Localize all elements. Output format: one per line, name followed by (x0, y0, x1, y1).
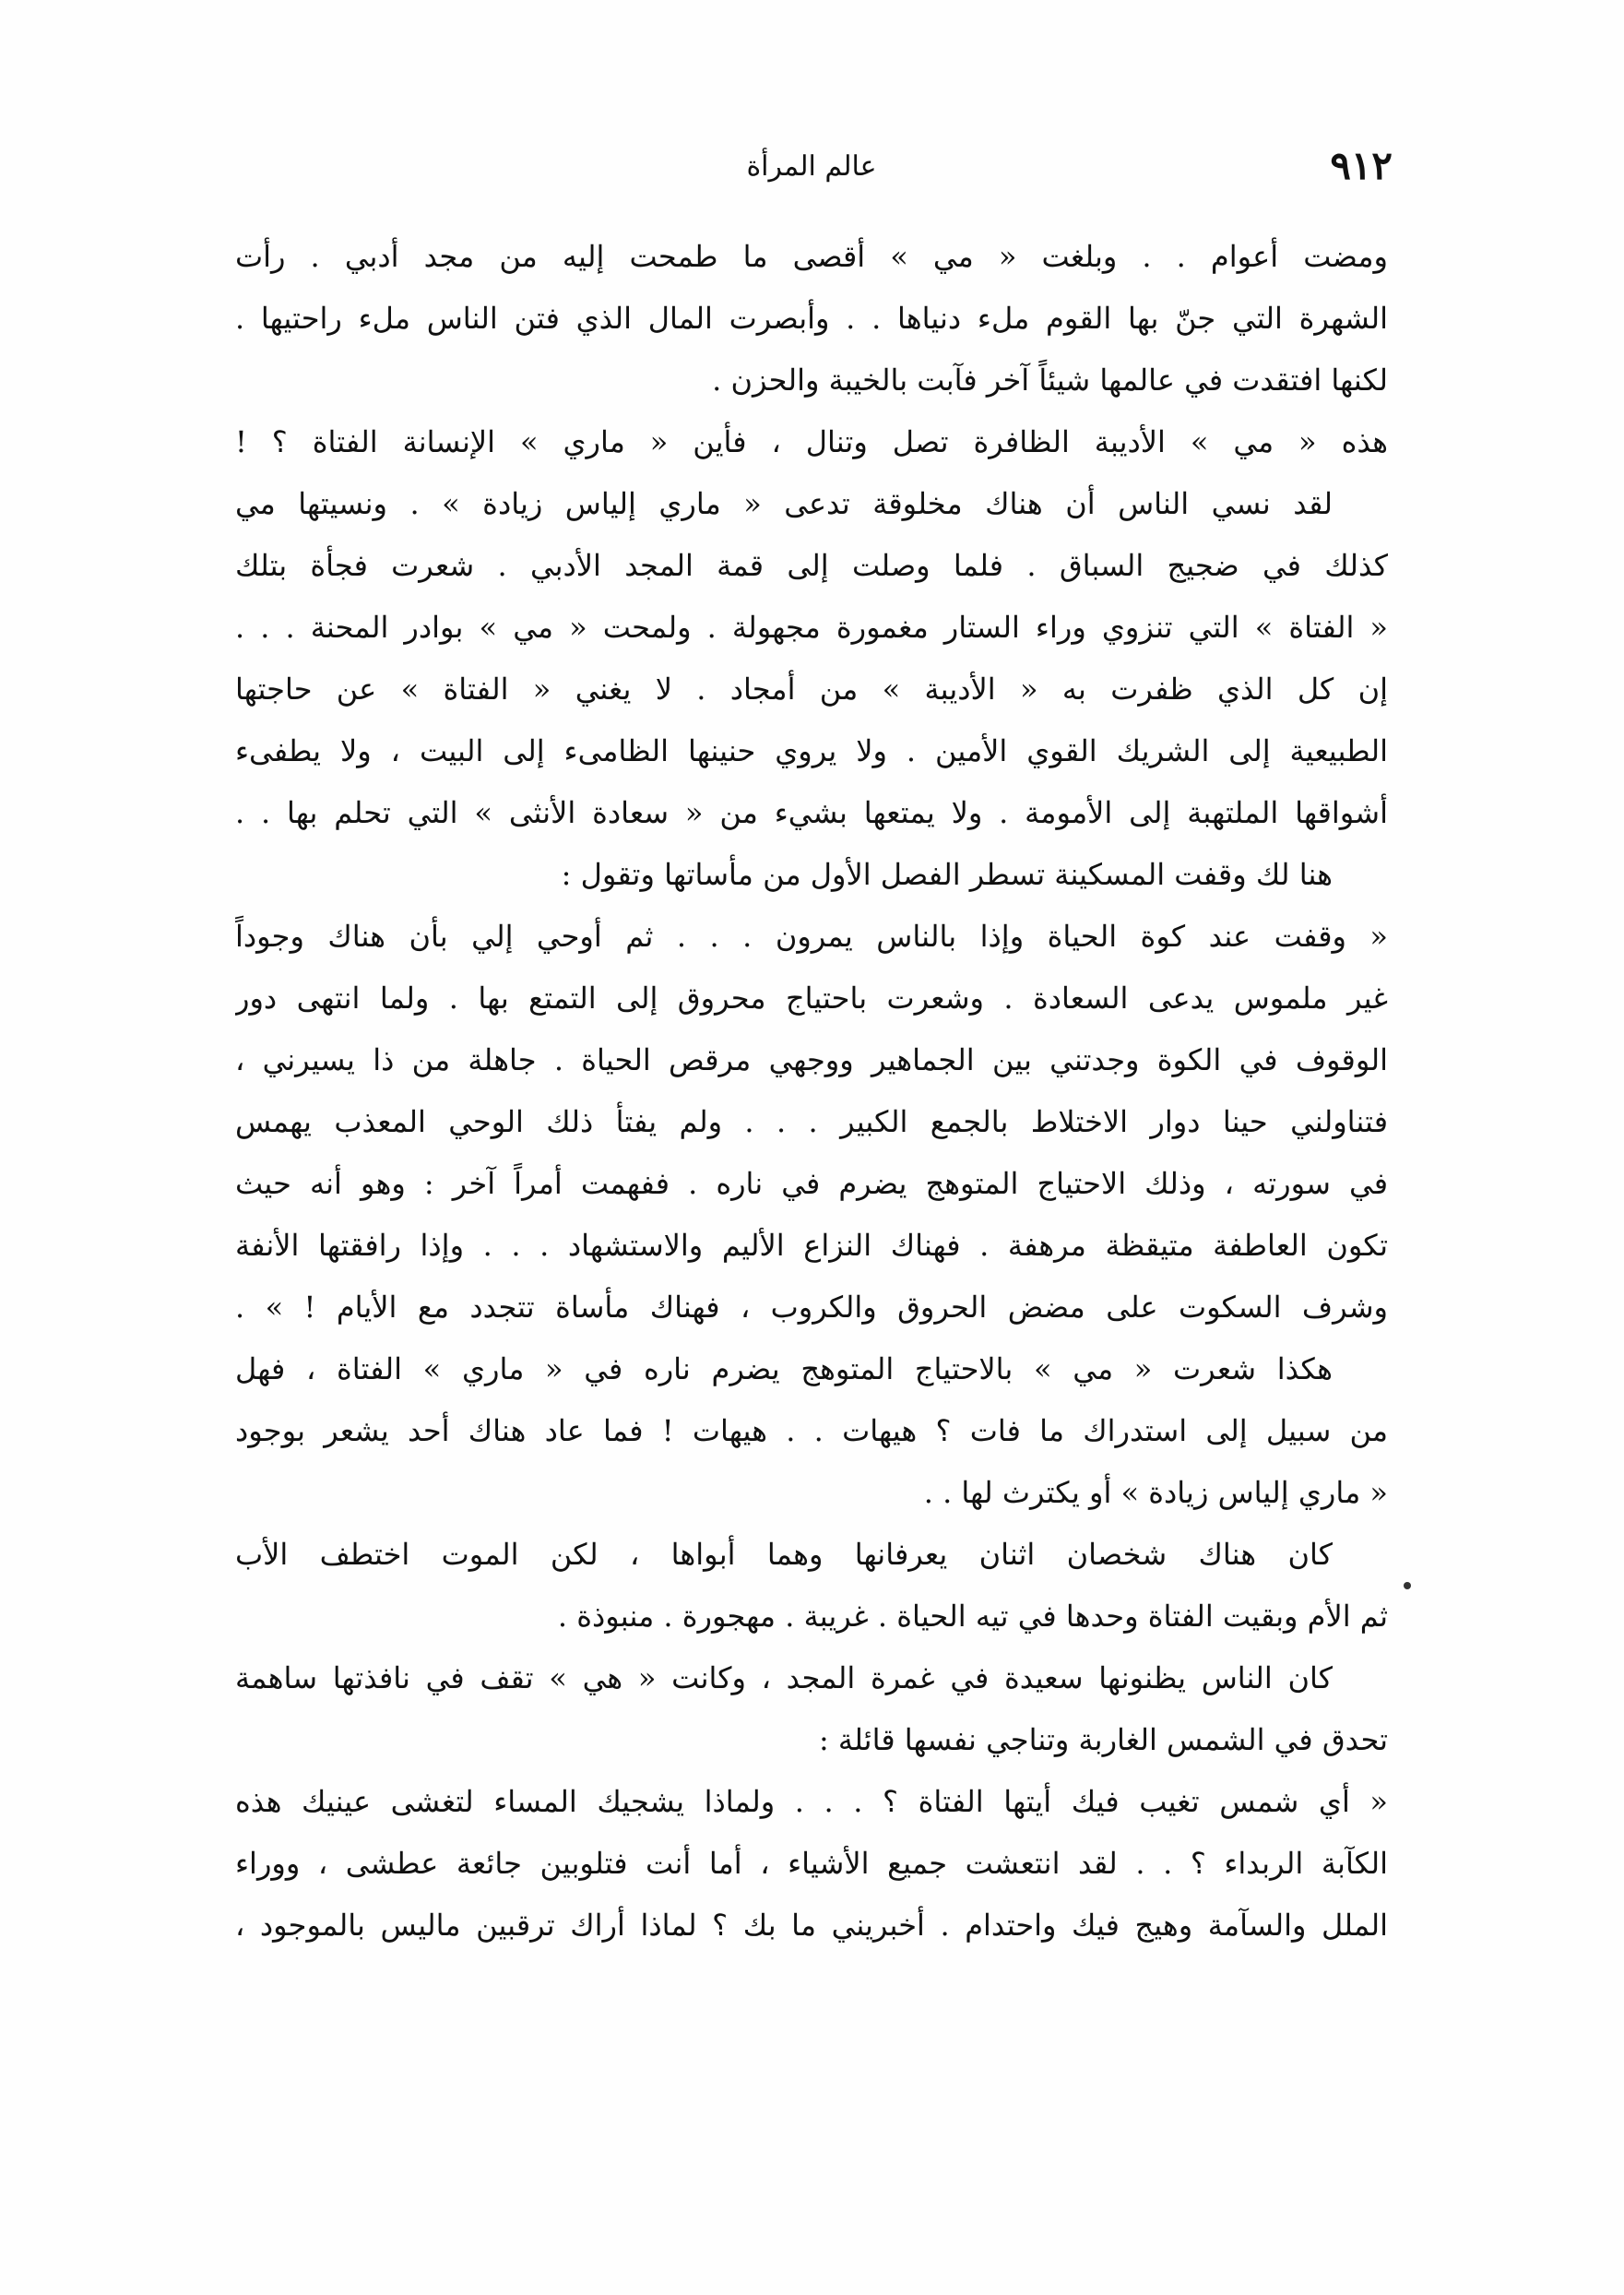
text-line: « وقفت عند كوة الحياة وإذا بالناس يمرون . . . ثم أوحي إلي بأن هناك وجوداً (235, 919, 1388, 954)
text-line: « ماري إلياس زيادة » أو يكترث لها . . (923, 1475, 1388, 1510)
running-title: عالم المرأة (746, 150, 877, 183)
text-line: هنا لك وقفت المسكينة تسطر الفصل الأول من مأساتها وتقول : (561, 857, 1333, 892)
text-line: من سبيل إلى استدراك ما فات ؟ هيهات . . هيهات ! فما عاد هناك أحد يشعر بوجود (235, 1413, 1388, 1448)
text-line: « الفتاة » التي تنزوي وراء الستار مغمورة مجهولة . ولمحت « مي » بوادر المحنة . . . (235, 610, 1388, 645)
text-line: الوقوف في الكوة وجدتني بين الجماهير ووجهي مرقص الحياة . جاهلة من ذا يسيرني ، (235, 1042, 1388, 1077)
text-line: كان هناك شخصان اثنان يعرفانها وهما أبواها ، لكن الموت اختطف الأب (235, 1537, 1333, 1572)
text-line: ومضت أعوام . . وبلغت « مي » أقصى ما طمحت إليه من مجد أدبي . رأت (235, 239, 1388, 274)
text-line: إن كل الذي ظفرت به « الأديبة » من أمجاد . لا يغني « الفتاة » عن حاجتها (235, 672, 1388, 707)
text-line: هكذا شعرت « مي » بالاحتياج المتوهج يضرم ناره في « ماري » الفتاة ، فهل (235, 1351, 1333, 1386)
page-number: ٩١٢ (1330, 143, 1393, 188)
text-line: الشهرة التي جنّ بها القوم ملء دنياها . . وأبصرت المال الذي فتن الناس ملء راحتيها . (235, 301, 1388, 336)
text-line: تحدق في الشمس الغاربة وتناجي نفسها قائلة : (818, 1722, 1388, 1757)
text-line: وشرف السكوت على مضض الحروق والكروب ، فهناك مأساة تتجدد مع الأيام ! » . (235, 1290, 1388, 1325)
page-header (231, 143, 1393, 208)
text-line: هذه « مي » الأديبة الظافرة تصل وتنال ، فأين « ماري » الإنسانة الفتاة ؟ ! (235, 424, 1388, 459)
text-line: في سورته ، وذلك الاحتياج المتوهج يضرم في ناره . ففهمت أمراً آخر : وهو أنه حيث (235, 1166, 1388, 1201)
text-line: الملل والسآمة وهيج فيك واحتدام . أخبريني ما بك ؟ لماذا أراك ترقبين ماليس بالموجود ، (235, 1908, 1388, 1943)
text-line: كذلك في ضجيج السباق . فلما وصلت إلى قمة المجد الأدبي . شعرت فجأة بتلك (235, 548, 1388, 583)
text-line: « أي شمس تغيب فيك أيتها الفتاة ؟ . . . ولماذا يشجيك المساء لتغشى عينيك هذه (235, 1784, 1388, 1819)
text-line: الكآبة الربداء ؟ . . لقد انتعشت جميع الأشياء ، أما أنت فتلوبين جائعة عطشى ، ووراء (235, 1846, 1388, 1881)
margin-dot (1404, 1582, 1411, 1589)
text-line: لقد نسي الناس أن هناك مخلوقة تدعى « ماري إلياس زيادة » . ونسيتها مي (235, 486, 1334, 521)
text-line: تكون العاطفة متيقظة مرهفة . فهناك النزاع الأليم والاستشهاد . . . وإذا رافقتها الأنفة (235, 1228, 1388, 1263)
text-line: فتناولني حينا دوار الاختلاط بالجمع الكبير . . . ولم يفتأ ذلك الوحي المعذب يهمس (235, 1104, 1388, 1139)
text-line: ثم الأم وبقيت الفتاة وحدها في تيه الحياة . غريبة . مهجورة . منبوذة . (557, 1599, 1388, 1634)
text-line: كان الناس يظنونها سعيدة في غمرة المجد ، وكانت « هي » تقف في نافذتها ساهمة (235, 1660, 1334, 1695)
text-line: الطبيعية إلى الشريك القوي الأمين . ولا يروي حنينها الظامىء إلى البيت ، ولا يطفىء (235, 733, 1388, 768)
text-line: لكنها افتقدت في عالمها شيئاً آخر فآبت بالخيبة والحزن . (712, 363, 1388, 398)
body-text (235, 226, 1388, 1956)
text-line: أشواقها الملتهبة إلى الأمومة . ولا يمتعها بشيء من « سعادة الأنثى » التي تحلم بها . . (235, 795, 1388, 830)
text-line: غير ملموس يدعى السعادة . وشعرت باحتياج محروق إلى التمتع بها . ولما انتهى دور (235, 981, 1388, 1016)
